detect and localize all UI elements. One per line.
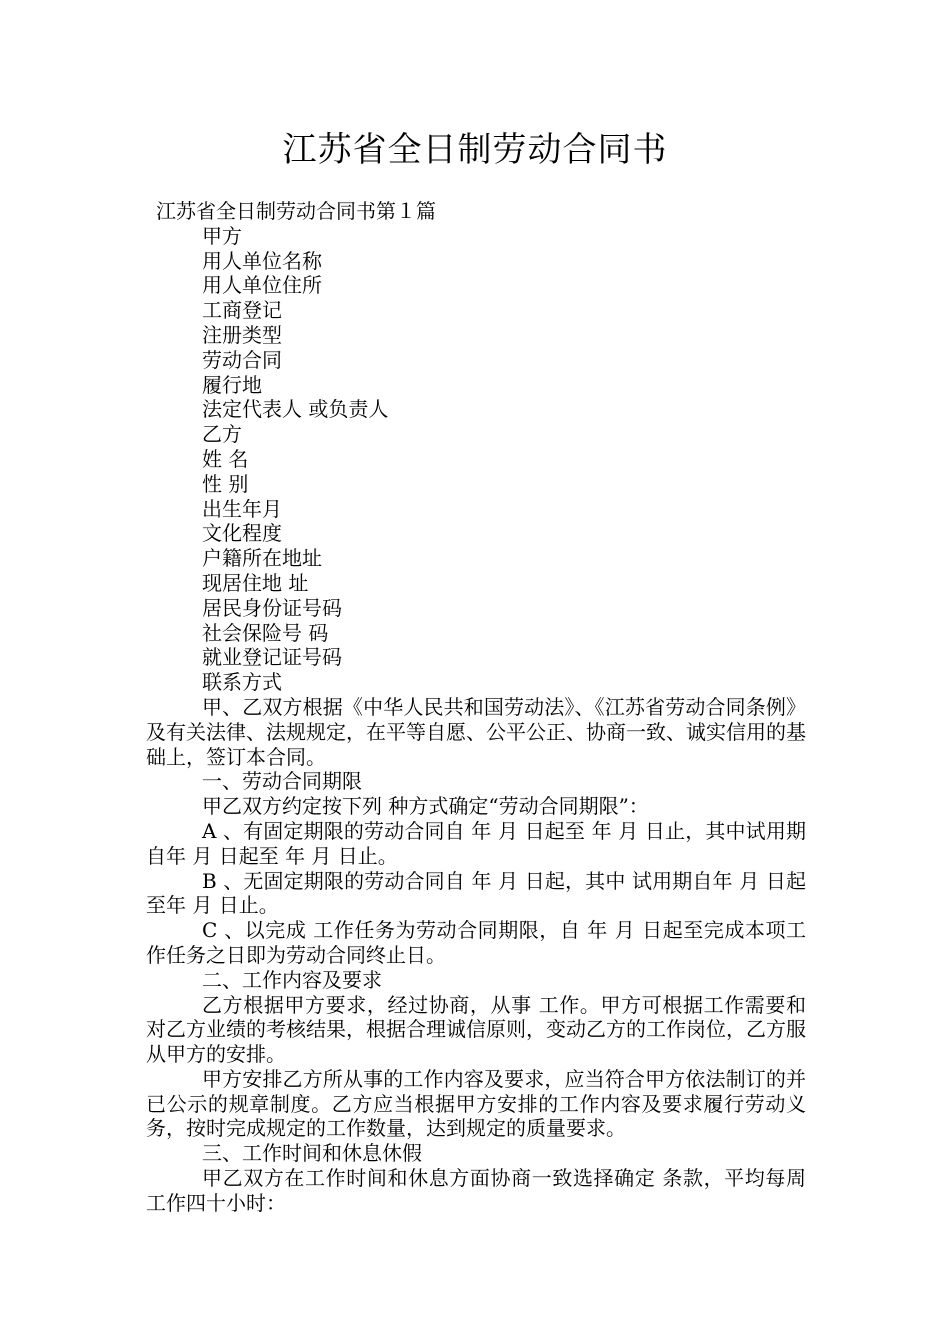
field-label: 性 别 — [202, 471, 249, 496]
field-label: 注册类型 — [202, 322, 282, 347]
field-label: 工商登记 — [202, 298, 282, 323]
field-label: 文化程度 — [202, 521, 282, 546]
field-label: 联系方式 — [202, 670, 282, 695]
paragraph: C 、以完成 工作任务为劳动合同期限，自 年 月 日起至完成本项工作任务之日即为劳动合同终止日。 — [146, 918, 806, 967]
field-label: 甲方 — [202, 223, 242, 248]
field-label: 户籍所在地址 — [202, 546, 322, 571]
paragraph: 甲、乙双方根据《中华人民共和国劳动法》、《江苏省劳动合同条例》及有关法律、法规规定，在平等自愿、公平公正、协商一致、诚实信用的基础上，签订本合同。 — [146, 694, 806, 769]
field-label: 乙方 — [202, 422, 242, 447]
paragraph: A 、有固定期限的劳动合同自 年 月 日起至 年 月 日止，其中试用期自年 月 日起至 年 月 日止。 — [146, 818, 806, 868]
paragraph: 甲乙双方在工作时间和休息方面协商一致选择确定 条款，平均每周工作四十小时： — [146, 1166, 806, 1215]
field-label: 法定代表人 或负责人 — [202, 397, 389, 422]
clause-heading: 三、工作时间和休息休假 — [202, 1141, 422, 1166]
document-title: 江苏省全日制劳动合同书 — [282, 130, 668, 170]
field-label: 出生年月 — [202, 496, 282, 521]
paragraph: 甲乙双方约定按下列 种方式确定“劳动合同期限”： — [202, 794, 649, 819]
field-label: 就业登记证号码 — [202, 645, 342, 670]
document-body — [146, 199, 806, 1216]
field-label: 现居住地 址 — [202, 570, 309, 595]
clause-heading: 一、劳动合同期限 — [202, 769, 362, 794]
field-label: 用人单位名称 — [202, 248, 322, 273]
field-label: 姓 名 — [202, 446, 249, 471]
field-label: 履行地 — [202, 372, 262, 397]
field-label: 用人单位住所 — [202, 273, 322, 298]
clause-heading: 二、工作内容及要求 — [202, 967, 382, 992]
field-label: 劳动合同 — [202, 347, 282, 372]
paragraph: 乙方根据甲方要求，经过协商，从事 工作。甲方可根据工作需要和对乙方业绩的考核结果，根据合理诚信原则，变动乙方的工作岗位，乙方服从甲方的安排。 — [146, 992, 806, 1067]
paragraph: B 、无固定期限的劳动合同自 年 月 日起，其中 试用期自年 月 日起至年 月 日止。 — [146, 868, 806, 918]
field-label: 社会保险号 码 — [202, 620, 329, 645]
field-label: 居民身份证号码 — [202, 595, 342, 620]
section-heading: 江苏省全日制劳动合同书第１篇 — [156, 199, 436, 223]
paragraph: 甲方安排乙方所从事的工作内容及要求，应当符合甲方依法制订的并已公示的规章制度。乙方应当根据甲方安排的工作内容及要求履行劳动义务，按时完成规定的工作数量，达到规定的质量要求。 — [146, 1066, 806, 1141]
